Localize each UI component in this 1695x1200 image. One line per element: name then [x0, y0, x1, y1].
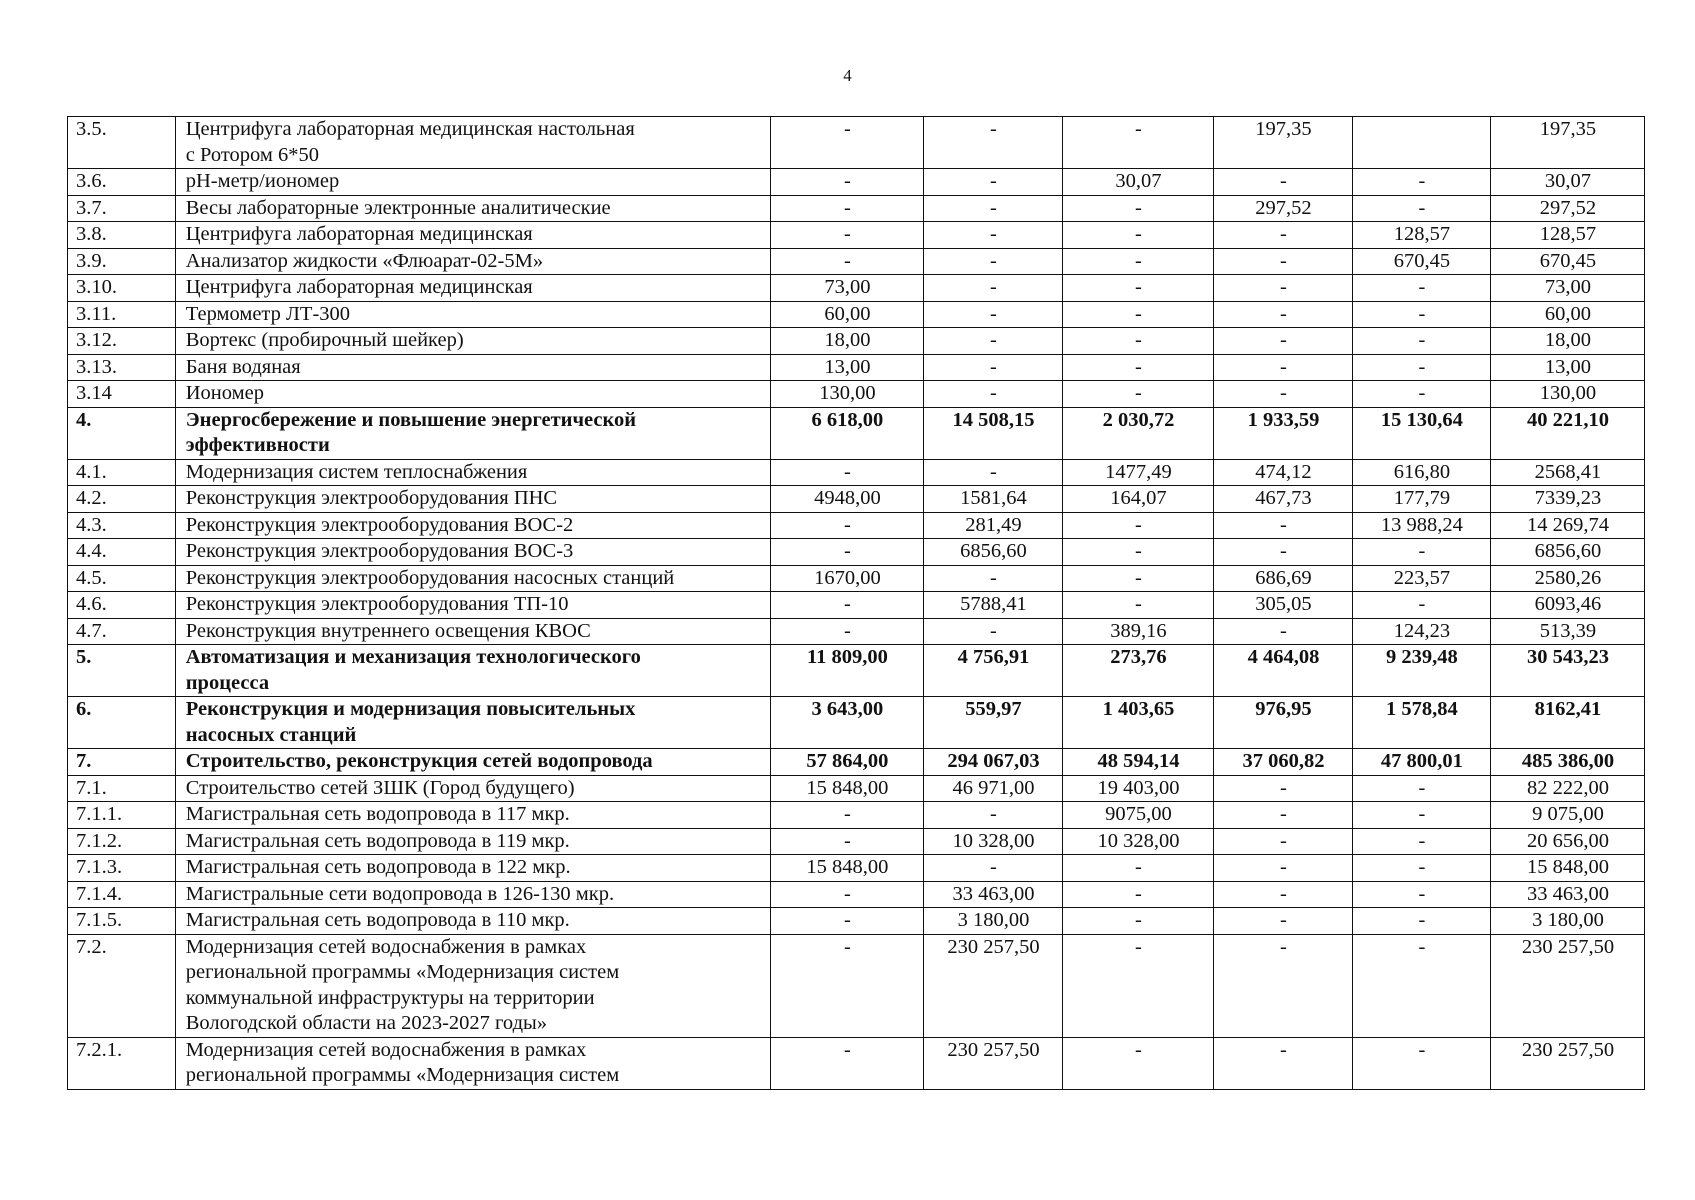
year-value-cell: - [770, 881, 923, 908]
total-value-cell: 3 180,00 [1490, 908, 1644, 935]
year-value-cell: - [770, 222, 923, 249]
page-number: 4 [843, 66, 852, 85]
total-value-cell: 513,39 [1490, 618, 1644, 645]
row-number-cell: 4.4. [68, 539, 176, 566]
total-value-cell: 15 848,00 [1490, 855, 1644, 882]
year-value-cell: - [1062, 301, 1213, 328]
year-value-cell: - [923, 328, 1062, 355]
year-value-cell: 46 971,00 [923, 775, 1062, 802]
year-value-cell: - [1213, 354, 1352, 381]
year-value-cell: 9 239,48 [1352, 645, 1490, 697]
year-value-cell: 3 180,00 [923, 908, 1062, 935]
year-value-cell: 686,69 [1213, 565, 1352, 592]
year-value-cell: - [770, 592, 923, 619]
table-row [68, 749, 1645, 776]
year-value-cell: - [1062, 908, 1213, 935]
item-name-cell: Вортекс (пробирочный шейкер) [175, 328, 770, 355]
year-value-cell: - [923, 565, 1062, 592]
item-name-cell: Центрифуга лабораторная медицинская [175, 222, 770, 249]
year-value-cell: - [770, 169, 923, 196]
year-value-cell: 130,00 [770, 381, 923, 408]
year-value-cell: 73,00 [770, 275, 923, 302]
year-value-cell: 177,79 [1352, 486, 1490, 513]
year-value-cell: - [770, 934, 923, 1037]
table-row [68, 934, 1645, 1037]
total-value-cell: 9 075,00 [1490, 802, 1644, 829]
year-value-cell: 47 800,01 [1352, 749, 1490, 776]
table-row [68, 1037, 1645, 1089]
total-value-cell: 128,57 [1490, 222, 1644, 249]
total-value-cell: 33 463,00 [1490, 881, 1644, 908]
item-name-cell: Автоматизация и механизация технологического процесса [175, 645, 770, 697]
year-value-cell: - [923, 169, 1062, 196]
year-value-cell: 128,57 [1352, 222, 1490, 249]
table-row [68, 645, 1645, 697]
row-number-cell: 3.8. [68, 222, 176, 249]
year-value-cell: - [923, 802, 1062, 829]
year-value-cell: 467,73 [1213, 486, 1352, 513]
year-value-cell: - [770, 195, 923, 222]
table-row [68, 775, 1645, 802]
item-name-cell: Реконструкция и модернизация повысительных насосных станций [175, 697, 770, 749]
row-number-cell: 7.1.1. [68, 802, 176, 829]
total-value-cell: 485 386,00 [1490, 749, 1644, 776]
year-value-cell: 976,95 [1213, 697, 1352, 749]
year-value-cell: - [1062, 512, 1213, 539]
year-value-cell: 197,35 [1213, 117, 1352, 169]
year-value-cell: 9075,00 [1062, 802, 1213, 829]
year-value-cell: - [1062, 565, 1213, 592]
item-name-cell: Реконструкция электрооборудования ВОС-3 [175, 539, 770, 566]
table-row [68, 908, 1645, 935]
year-value-cell: - [770, 459, 923, 486]
total-value-cell: 297,52 [1490, 195, 1644, 222]
year-value-cell: 1670,00 [770, 565, 923, 592]
year-value-cell: 559,97 [923, 697, 1062, 749]
year-value-cell: - [770, 117, 923, 169]
item-name-cell: Реконструкция электрооборудования ПНС [175, 486, 770, 513]
table-row [68, 328, 1645, 355]
table-row [68, 301, 1645, 328]
year-value-cell: - [1352, 169, 1490, 196]
year-value-cell: 305,05 [1213, 592, 1352, 619]
investment-program-table [67, 116, 1645, 1090]
total-value-cell: 73,00 [1490, 275, 1644, 302]
year-value-cell: 10 328,00 [923, 828, 1062, 855]
year-value-cell: 616,80 [1352, 459, 1490, 486]
year-value-cell: - [923, 117, 1062, 169]
total-value-cell: 230 257,50 [1490, 934, 1644, 1037]
total-value-cell: 18,00 [1490, 328, 1644, 355]
total-value-cell: 40 221,10 [1490, 407, 1644, 459]
year-value-cell: 60,00 [770, 301, 923, 328]
year-value-cell: - [923, 459, 1062, 486]
total-value-cell: 13,00 [1490, 354, 1644, 381]
year-value-cell: 124,23 [1352, 618, 1490, 645]
row-number-cell: 3.6. [68, 169, 176, 196]
row-number-cell: 3.14 [68, 381, 176, 408]
year-value-cell: - [1352, 908, 1490, 935]
year-value-cell: - [770, 618, 923, 645]
year-value-cell: 10 328,00 [1062, 828, 1213, 855]
row-number-cell: 7.2. [68, 934, 176, 1037]
year-value-cell: - [923, 618, 1062, 645]
year-value-cell: 13,00 [770, 354, 923, 381]
year-value-cell: - [770, 908, 923, 935]
item-name-cell: Магистральная сеть водопровода в 110 мкр. [175, 908, 770, 935]
year-value-cell: 37 060,82 [1213, 749, 1352, 776]
item-name-cell: Иономер [175, 381, 770, 408]
row-number-cell: 4.2. [68, 486, 176, 513]
item-name-cell: Строительство, реконструкция сетей водопровода [175, 749, 770, 776]
year-value-cell: 297,52 [1213, 195, 1352, 222]
year-value-cell: - [1352, 802, 1490, 829]
item-name-cell: Центрифуга лабораторная медицинская [175, 275, 770, 302]
year-value-cell: 294 067,03 [923, 749, 1062, 776]
year-value-cell: - [1352, 381, 1490, 408]
total-value-cell: 82 222,00 [1490, 775, 1644, 802]
table-row [68, 539, 1645, 566]
row-number-cell: 6. [68, 697, 176, 749]
year-value-cell: 1 578,84 [1352, 697, 1490, 749]
table-row [68, 275, 1645, 302]
year-value-cell: 1581,64 [923, 486, 1062, 513]
year-value-cell: - [1213, 381, 1352, 408]
year-value-cell: - [1062, 328, 1213, 355]
year-value-cell: - [1352, 881, 1490, 908]
year-value-cell: - [1352, 195, 1490, 222]
year-value-cell: - [1352, 1037, 1490, 1089]
year-value-cell: 33 463,00 [923, 881, 1062, 908]
year-value-cell: - [1213, 539, 1352, 566]
item-name-cell: Модернизация сетей водоснабжения в рамках региональной программы «Модернизация систем [175, 1037, 770, 1089]
year-value-cell: 4 464,08 [1213, 645, 1352, 697]
total-value-cell: 6093,46 [1490, 592, 1644, 619]
year-value-cell: - [1213, 301, 1352, 328]
year-value-cell: - [923, 354, 1062, 381]
year-value-cell: - [1062, 248, 1213, 275]
total-value-cell: 6856,60 [1490, 539, 1644, 566]
year-value-cell: 230 257,50 [923, 1037, 1062, 1089]
row-number-cell: 3.5. [68, 117, 176, 169]
row-number-cell: 3.10. [68, 275, 176, 302]
item-name-cell: Магистральная сеть водопровода в 122 мкр. [175, 855, 770, 882]
year-value-cell: - [1213, 908, 1352, 935]
item-name-cell: Энергосбережение и повышение энергетической эффективности [175, 407, 770, 459]
year-value-cell: - [1352, 328, 1490, 355]
year-value-cell: - [1352, 275, 1490, 302]
table-row [68, 354, 1645, 381]
row-number-cell: 4.5. [68, 565, 176, 592]
year-value-cell: 389,16 [1062, 618, 1213, 645]
year-value-cell: - [1352, 354, 1490, 381]
year-value-cell: 230 257,50 [923, 934, 1062, 1037]
row-number-cell: 4.3. [68, 512, 176, 539]
table-row [68, 592, 1645, 619]
item-name-cell: Центрифуга лабораторная медицинская настольная с Ротором 6*50 [175, 117, 770, 169]
table-row [68, 222, 1645, 249]
year-value-cell: - [1213, 222, 1352, 249]
total-value-cell: 130,00 [1490, 381, 1644, 408]
year-value-cell: - [770, 539, 923, 566]
item-name-cell: рН-метр/иономер [175, 169, 770, 196]
year-value-cell: - [1213, 169, 1352, 196]
table-row [68, 802, 1645, 829]
item-name-cell: Магистральная сеть водопровода в 117 мкр. [175, 802, 770, 829]
item-name-cell: Строительство сетей ЗШК (Город будущего) [175, 775, 770, 802]
year-value-cell: 48 594,14 [1062, 749, 1213, 776]
item-name-cell: Магистральные сети водопровода в 126-130 мкр. [175, 881, 770, 908]
item-name-cell: Магистральная сеть водопровода в 119 мкр. [175, 828, 770, 855]
year-value-cell [1352, 117, 1490, 169]
year-value-cell: - [770, 1037, 923, 1089]
year-value-cell: - [1213, 934, 1352, 1037]
table-row [68, 486, 1645, 513]
year-value-cell: - [1062, 381, 1213, 408]
year-value-cell: - [1352, 301, 1490, 328]
table-row [68, 881, 1645, 908]
row-number-cell: 7.1. [68, 775, 176, 802]
year-value-cell: 4948,00 [770, 486, 923, 513]
year-value-cell: 30,07 [1062, 169, 1213, 196]
year-value-cell: 57 864,00 [770, 749, 923, 776]
year-value-cell: 5788,41 [923, 592, 1062, 619]
year-value-cell: - [923, 381, 1062, 408]
row-number-cell: 7.1.2. [68, 828, 176, 855]
year-value-cell: - [1213, 828, 1352, 855]
row-number-cell: 7.1.4. [68, 881, 176, 908]
year-value-cell: - [1213, 855, 1352, 882]
table-row [68, 381, 1645, 408]
item-name-cell: Анализатор жидкости «Флюарат-02-5М» [175, 248, 770, 275]
item-name-cell: Реконструкция электрооборудования насосных станций [175, 565, 770, 592]
year-value-cell: - [923, 248, 1062, 275]
year-value-cell: 6856,60 [923, 539, 1062, 566]
year-value-cell: - [770, 802, 923, 829]
year-value-cell: - [923, 275, 1062, 302]
year-value-cell: - [923, 855, 1062, 882]
year-value-cell: - [1062, 855, 1213, 882]
year-value-cell: - [923, 195, 1062, 222]
year-value-cell: 19 403,00 [1062, 775, 1213, 802]
year-value-cell: - [1062, 117, 1213, 169]
table-row [68, 697, 1645, 749]
total-value-cell: 14 269,74 [1490, 512, 1644, 539]
item-name-cell: Весы лабораторные электронные аналитические [175, 195, 770, 222]
year-value-cell: - [1213, 248, 1352, 275]
row-number-cell: 3.11. [68, 301, 176, 328]
year-value-cell: 1 403,65 [1062, 697, 1213, 749]
table-body [68, 117, 1645, 1090]
year-value-cell: - [1062, 539, 1213, 566]
year-value-cell: 15 848,00 [770, 775, 923, 802]
total-value-cell: 670,45 [1490, 248, 1644, 275]
total-value-cell: 60,00 [1490, 301, 1644, 328]
year-value-cell: - [770, 512, 923, 539]
row-number-cell: 3.9. [68, 248, 176, 275]
item-name-cell: Реконструкция электрооборудования ВОС-2 [175, 512, 770, 539]
year-value-cell: 273,76 [1062, 645, 1213, 697]
total-value-cell: 7339,23 [1490, 486, 1644, 513]
row-number-cell: 7.2.1. [68, 1037, 176, 1089]
year-value-cell: - [1062, 354, 1213, 381]
year-value-cell: - [1062, 275, 1213, 302]
total-value-cell: 2568,41 [1490, 459, 1644, 486]
table-row [68, 512, 1645, 539]
year-value-cell: 15 848,00 [770, 855, 923, 882]
year-value-cell: - [1213, 618, 1352, 645]
year-value-cell: - [1352, 775, 1490, 802]
table-row [68, 459, 1645, 486]
year-value-cell: 13 988,24 [1352, 512, 1490, 539]
table-row [68, 169, 1645, 196]
year-value-cell: 2 030,72 [1062, 407, 1213, 459]
year-value-cell: - [770, 828, 923, 855]
year-value-cell: - [1352, 934, 1490, 1037]
year-value-cell: - [770, 248, 923, 275]
year-value-cell: - [1352, 592, 1490, 619]
total-value-cell: 2580,26 [1490, 565, 1644, 592]
row-number-cell: 7. [68, 749, 176, 776]
item-name-cell: Термометр ЛТ-300 [175, 301, 770, 328]
total-value-cell: 197,35 [1490, 117, 1644, 169]
row-number-cell: 5. [68, 645, 176, 697]
year-value-cell: - [1062, 881, 1213, 908]
year-value-cell: 3 643,00 [770, 697, 923, 749]
total-value-cell: 30 543,23 [1490, 645, 1644, 697]
year-value-cell: 14 508,15 [923, 407, 1062, 459]
row-number-cell: 4.6. [68, 592, 176, 619]
row-number-cell: 4.7. [68, 618, 176, 645]
year-value-cell: 281,49 [923, 512, 1062, 539]
year-value-cell: - [1062, 195, 1213, 222]
row-number-cell: 7.1.5. [68, 908, 176, 935]
total-value-cell: 230 257,50 [1490, 1037, 1644, 1089]
year-value-cell: - [1062, 1037, 1213, 1089]
item-name-cell: Реконструкция электрооборудования ТП-10 [175, 592, 770, 619]
row-number-cell: 4.1. [68, 459, 176, 486]
row-number-cell: 3.7. [68, 195, 176, 222]
year-value-cell: - [1352, 539, 1490, 566]
year-value-cell: - [1213, 1037, 1352, 1089]
year-value-cell: - [923, 222, 1062, 249]
total-value-cell: 30,07 [1490, 169, 1644, 196]
year-value-cell: - [1062, 222, 1213, 249]
row-number-cell: 3.13. [68, 354, 176, 381]
year-value-cell: 1477,49 [1062, 459, 1213, 486]
year-value-cell: - [1352, 828, 1490, 855]
table-row [68, 407, 1645, 459]
year-value-cell: - [1213, 275, 1352, 302]
table-row [68, 855, 1645, 882]
year-value-cell: 670,45 [1352, 248, 1490, 275]
item-name-cell: Баня водяная [175, 354, 770, 381]
row-number-cell: 4. [68, 407, 176, 459]
row-number-cell: 7.1.3. [68, 855, 176, 882]
item-name-cell: Модернизация сетей водоснабжения в рамках региональной программы «Модернизация систем коммунальной инфраструктуры на территории Вологодской области на 2023-2027 годы» [175, 934, 770, 1037]
year-value-cell: - [1213, 881, 1352, 908]
year-value-cell: 11 809,00 [770, 645, 923, 697]
year-value-cell: - [1213, 802, 1352, 829]
year-value-cell: - [1213, 328, 1352, 355]
year-value-cell: 474,12 [1213, 459, 1352, 486]
item-name-cell: Реконструкция внутреннего освещения КВОС [175, 618, 770, 645]
total-value-cell: 20 656,00 [1490, 828, 1644, 855]
table-row [68, 828, 1645, 855]
year-value-cell: 223,57 [1352, 565, 1490, 592]
table-row [68, 248, 1645, 275]
year-value-cell: - [1352, 855, 1490, 882]
year-value-cell: 18,00 [770, 328, 923, 355]
row-number-cell: 3.12. [68, 328, 176, 355]
total-value-cell: 8162,41 [1490, 697, 1644, 749]
year-value-cell: 6 618,00 [770, 407, 923, 459]
year-value-cell: 4 756,91 [923, 645, 1062, 697]
year-value-cell: - [1213, 512, 1352, 539]
table-row [68, 195, 1645, 222]
year-value-cell: 15 130,64 [1352, 407, 1490, 459]
year-value-cell: - [1213, 775, 1352, 802]
table-row [68, 618, 1645, 645]
year-value-cell: 1 933,59 [1213, 407, 1352, 459]
year-value-cell: - [1062, 592, 1213, 619]
item-name-cell: Модернизация систем теплоснабжения [175, 459, 770, 486]
year-value-cell: - [923, 301, 1062, 328]
table-row [68, 117, 1645, 169]
year-value-cell: 164,07 [1062, 486, 1213, 513]
table-row [68, 565, 1645, 592]
year-value-cell: - [1062, 934, 1213, 1037]
